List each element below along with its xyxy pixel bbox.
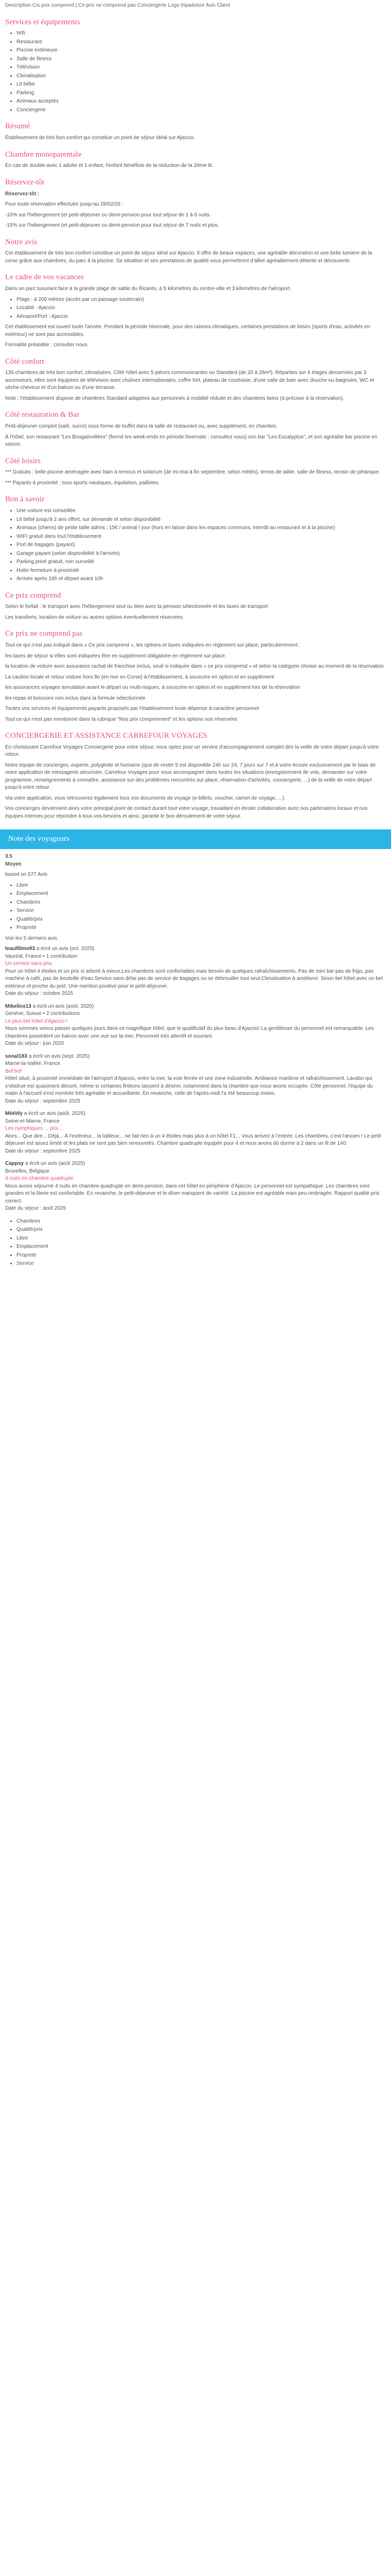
list-item: • Aéroport/Port : Ajaccio — [17, 313, 386, 321]
conciergerie-line: Via votre application, vous retrouverez également tous vos documents de voyage (e-billets, voucher, carnet de voyage, ...). — [5, 795, 286, 801]
review-author-line — [5, 1160, 386, 1168]
review-date-line: a écrit un avis (août. 2025) — [24, 1111, 86, 1116]
list-item: • WIFI gratuit dans tout l'établissement — [17, 533, 386, 541]
review-item — [5, 945, 386, 998]
restauration-text2: À l'hôtel, son restaurant "Les Bougainvillées" (fermé les week-ends en période hivernale : consultez nous) son bar "Les Eucalyptus", et son agréable bar piscine en saison. — [5, 434, 378, 447]
filter-item: • Chambres — [17, 1218, 386, 1226]
review-place: Marne-la-Vallée, France — [5, 1061, 60, 1066]
page — [0, 0, 391, 1268]
avis-voyageurs-band: Note des voyageurs — [0, 829, 391, 849]
filter-item: • Libre — [17, 882, 386, 890]
review-author: leaulfilmo93 — [5, 946, 35, 952]
review-item — [5, 1053, 386, 1106]
list-item: • Animaux acceptés — [17, 98, 386, 106]
review-author: sonal183 — [5, 1053, 27, 1059]
filter-item: • Libre — [17, 1235, 386, 1243]
conciergerie-line: Vos concierges deviennent alors votre principal point de contact durant tout votre voyage, travaillant en étroite collaboration avec nos partenaires locaux et nos équipes internes pour répondre à tous vos besoins et ainsi, garantir le bon déroulement de votre séjour. — [5, 806, 368, 819]
review-author: Mikelinx13 — [5, 1003, 31, 1009]
review-author-line — [5, 1110, 386, 1118]
prixnecomprend-lines — [5, 642, 386, 723]
list-item: • Port de bagages (payant) — [17, 541, 386, 549]
prix-line: Tout ce qui n'est pas indiqué dans « Ce prix comprend », les options et taxes indiquées en règlement sur place, particulièrement : — [5, 642, 301, 648]
reservez-line: Pour toute réservation effectuée jusqu'au 28/02/26 : — [5, 201, 124, 207]
list-item: • Piscine extérieure — [17, 47, 386, 55]
bonasavoir-title: Bon à savoir — [5, 495, 44, 504]
list-item: • Garage payant (selon disponibilité à l'arrivée) — [17, 550, 386, 558]
filter-item: • Propreté — [17, 1252, 386, 1260]
conciergerie-title: CONCIERGERIE ET ASSISTANCE CARREFOUR VOYAGES — [5, 732, 207, 740]
vacances-note: Formalité préalable : consulter nous. — [5, 342, 89, 348]
resume-text: Établissement de très bon confort qui constitue un point de séjour idéal sur Ajaccio. — [5, 135, 195, 141]
avis-score: 3.5 Moyen — [5, 854, 22, 867]
review-title: Un service sans prix. — [5, 961, 53, 967]
resume-title: Résumé — [5, 122, 30, 131]
review-item — [5, 1110, 386, 1155]
reservez-line: -10% sur l'hébergement (et petit-déjeuner ou demi-pension pour tout séjour de 1 à 6 nuits. — [5, 212, 211, 218]
review-text: Nous avons séjourné 4 nuits en chambre quadruple en demi-pension, dans cet hôtel en périphérie d'Ajaccio. Le personnel est sympathique. Les chambres sont grandes et la literie est confortable. En revanche, le petit-déjeuner et le dîner manquent de variété. La piscine est agréable mais peu ombragée. Rapport qualité-prix correct. — [5, 1183, 380, 1204]
list-item: • Plage : à 200 mètres (accès par un passage souterrain) — [17, 296, 386, 304]
review-date-line: a écrit un avis (oct. 2025) — [36, 946, 94, 952]
list-item: • Localité : Ajaccio — [17, 304, 386, 312]
review-text: Pour un hôtel 4 étoiles et un prix si arboré à mieux.Les chambres sont confortables mais besoin de quelques rafraîchissements. Pas de mini bar pas de frigo, pas machine à café, pas de bouteille d'eau.Service sans délai pas de service de bagages ou se débrouiller tout seul.Climatisation à améliorer. Sinon bel hôtel avec un bel extérieur et proche du port. Une mention positive pour le petit-déjeuner. — [5, 968, 383, 989]
prix-line: les assurances voyages annulation avant le départ ou multi-risques, à souscrire en option et en supplément lors de la réservation — [5, 685, 300, 690]
list-item: • Lit bébé jusqu'à 2 ans offert, sur demande et selon disponibilité — [17, 516, 386, 524]
avis-title: Notre avis — [5, 238, 38, 246]
filter-item: • Qualité/prix — [17, 1226, 386, 1234]
review-title: Les nymphiques ... prix... — [5, 1126, 63, 1131]
avis-filters — [5, 882, 386, 932]
review-item — [5, 1160, 386, 1213]
review-place: Vauréal, France • 1 contribution — [5, 953, 77, 959]
chambre-title: Chambre monoparentale — [5, 150, 82, 159]
vacances-title: Le cadre de vos vacances — [5, 273, 84, 282]
loisirs-text: *** Gratuits : belle piscine aménagée avec bain à remous et solarium (de mi-mai à fin septembre, selon météo), tennis de table, salle de fitness, terrain de pétanque. — [5, 469, 381, 476]
list-item: • Restaurant — [17, 39, 386, 46]
list-item: • Hotte fermeture à proximité — [17, 567, 386, 575]
loisirs-title: Côté loisirs — [5, 456, 41, 465]
reservez-title: Réservez-tôt — [5, 178, 44, 187]
list-item: • Télévision — [17, 64, 386, 72]
filter-item: • Qualité/prix — [17, 916, 386, 924]
prix-line: Selon le forfait : le transport avec l'hébergement seul ou bien avec la pension sélectionnée et les taxes de transport — [5, 604, 268, 610]
review-stay-date: Date du séjour : septembre 2025 — [5, 1098, 80, 1104]
list-item: • Climatisation — [17, 73, 386, 80]
list-item: • Salle de fitness — [17, 56, 386, 63]
review-stay-date: Date du séjour : juin 2020 — [5, 1041, 64, 1046]
avis-based: based on 577 Avis — [5, 872, 47, 877]
prix-line: la location de voiture avec assurance rachat de franchise inclus, seuil si indiquée dans « ce prix comprend » et selon la catégorie choisie au moment de la réservation — [5, 664, 384, 669]
prix-line: Toutes vos services et équipements payants proposés par l'établissement toute dépense à caractère personnel — [5, 706, 259, 711]
avis-bottom-list — [5, 1218, 386, 1268]
review-title: Bof bof — [5, 1068, 22, 1074]
review-author-line — [5, 945, 386, 953]
review-place: Bruxelles, Belgique — [5, 1168, 50, 1174]
filter-item: • Emplacement — [17, 1243, 386, 1251]
review-place: Seine-et-Marne, France — [5, 1118, 60, 1124]
chambre-text: En cas de double avec 1 adulte et 1 enfant, l'enfant bénéficie de la réduction de la 2ème lit. — [5, 163, 214, 169]
list-item: • Parking — [17, 90, 386, 97]
prixcomprend-title: Ce prix comprend — [5, 591, 61, 600]
avis-text: Cet établissement de très bon confort constitue un point de séjour idéal sur Ajaccio. Il offre de beaux espaces, une agréable décoration et une belle lumière de la corse grâce aux chambres, du parc à la piscine. Sa situation et ses prestations de qualité vous permettront d'allier agréablement détente et découverte. — [5, 250, 372, 264]
page-header-desc: Description Cis prix comprend | Ce prix ne comprend pas Conciergerie Logo tripadvisor Avis Client — [5, 3, 230, 8]
review-stay-date: Date du séjour : septembre 2025 — [5, 1148, 80, 1154]
confort-text: 136 chambres de très bon confort, climatisées. Côté hôtel avec 5 pièces communicantes ou Standard (de 20 à 28m²). Réparties sur 4 étages desservies par 3 ascenseurs, elles sont équipées de télévision avec chaînes internationales, coffre fort, plateau de courtoisie, d'une salle de bain avec douche ou baignoire, WC et sèche-cheveux et d'un balcon ou d'une terrasse. — [5, 370, 374, 391]
review-item — [5, 1003, 386, 1048]
list-item: • Arrivée après 16h et départ avant 10h — [17, 575, 386, 583]
filter-item: • Chambres — [17, 899, 386, 907]
prix-line: les repas et boissons non inclus dans la formule sélectionnée — [5, 695, 145, 701]
list-item: • Lit bébé — [17, 81, 386, 89]
restauration-title: Côté restauration & Bar — [5, 411, 79, 419]
review-author: Mééïdy — [5, 1111, 23, 1116]
review-stay-date: Date du séjour : octobre 2025 — [5, 991, 73, 996]
reservez-line: -15% sur l'hébergement (et petit-déjeuner ou demi-pension pour tout séjour de 7 nuits et plus. — [5, 223, 219, 228]
review-text: Hôtel situé, à proximité immédiate de l'aéroport d'Ajaccio, entre la mer, la voie ferrée et une zone industrielle. Ambiance maritime et rafraîchissement. Lavabo qui s'obstrue est quasiment décoré, même si certaines finitions laissent à désirer, notamment dans la chambre que nous avons occupée. Côté personnel, l'équipe du matin à l'accueil s'est montrée très agréable et accueillante. En revanche, celle de l'après-midi l'a été beaucoup moins. — [5, 1076, 373, 1096]
conciergerie-line: Notre équipe de concierges, experte, polyglotte et humaine (que de rester 5 est disponible 24h sur 24, 7 jours sur 7 et à votre écoute exclusivement par le biais de notre application de messagerie sécurisée, Carrefour Voyages pour vous accompagner dans toutes les situations (enregistrement de vols, demander sur votre programme, renseignements à connaître, assistance sur des problèmes rencontrés sur place, réservation d'activités, conciergerie, ...) de la veille de votre départ jusqu'à votre retour. — [5, 762, 376, 791]
review-author-line — [5, 1003, 386, 1011]
reservez-lines — [5, 201, 386, 230]
avis-count[interactable]: Voir les 5 derniers avis. — [5, 935, 59, 941]
vacances-intro: Dans un parc luxuriant face à la grande plage de sable du Ricanto, à 5 kilomètres du centre-ville et 3 kilomètres de l'aéroport. — [5, 286, 291, 292]
list-item: • Animaux (chiens) de petite taille admis : 15€ / animal / jour (hors en laisse dans les espaces communs, interdit au restaurant et à la piscine) — [17, 524, 386, 532]
prixcomprend-lines — [5, 603, 386, 621]
filter-item: • Emplacement — [17, 890, 386, 898]
list-item: • Wifi — [17, 30, 386, 38]
review-title: Le plus bel hôtel d'Ajaccio ! — [5, 1018, 68, 1024]
review-author-line — [5, 1053, 386, 1061]
review-title: 4 nuits en chambre quadruple — [5, 1176, 74, 1181]
filter-item: • Propreté — [17, 924, 386, 932]
vacances-list — [5, 296, 386, 321]
review-stay-date: Date du séjour : août 2025 — [5, 1206, 66, 1211]
restauration-text: Petit-déjeuner complet (salé, sucré) sous forme de buffet dans la salle de restaurant ou, avec supplément, en chambre. — [5, 423, 278, 429]
review-place: Genève, Suisse • 2 contributions — [5, 1011, 80, 1016]
prix-line: Les transferts, location de voiture ou autres options éventuellement réservées. — [5, 614, 184, 620]
services-title: Services et équipements — [5, 18, 80, 26]
review-text: Alors... Que dire... Déjà... À l'extérieur... la tableux... ne fait rien à un 4 étoiles mais plus à un hôtel F1... Vous arrivez à l'entrée. Les chambres, c'est l'ancien ! Le petit déjeuner est assez limité et les plats ne sont pas bien renouvelés. Chambre quadruple équipée pour 4 et nous avons dû dormir à 2 dans un lit de 140. — [5, 1133, 381, 1146]
confort-note: Note : l'établissement dispose de chambres Standard adaptées aux personnes à mobilité réduite et des chambres twins (à préciser à la réservation). — [5, 395, 345, 401]
bonasavoir-list — [5, 507, 386, 583]
filter-item: • Service — [17, 1260, 386, 1268]
conciergerie-lines — [5, 744, 386, 821]
prixnecomprend-title: Ce prix ne comprend pas — [5, 630, 83, 638]
review-date-line: a écrit un avis (août 2025) — [25, 1161, 85, 1166]
list-item: • Parking privé gratuit, non surveillé — [17, 558, 386, 566]
vacances-extra: Cet établissement est ouvert toute l'année. Pendant la période hivernale, pour des raisons climatiques, certaines prestations de loisirs (sports d'eau, activités en extérieur) ne sont pas accessibles. — [5, 324, 370, 337]
list-item: • Une voiture est conseillée — [17, 507, 386, 515]
review-date-line: a écrit un avis (août. 2020) — [32, 1003, 94, 1009]
review-author: Cappsy — [5, 1161, 24, 1166]
reviews-list — [5, 945, 386, 1213]
prix-line: les taxes de séjour si elles sont indiquées être en supplément obligatoire en règlement sur place. — [5, 653, 226, 659]
review-text: Nous sommes venus passer quelques jours dans ce magnifique hôtel, que le qualificatif du plus beau d'Ajaccio! La gentillesse du personnel est remarquable. Les chambres possèdent un balcon avec une vue sur la mer. Personnel très attentif et souriant. — [5, 1026, 374, 1039]
prix-line: La caution locale et retour voiture hors île (en rive en Corse) à l'établissement, à souscrire en option et en supplément — [5, 674, 274, 680]
reservez-label: Réservez-tôt : — [5, 191, 40, 197]
loisirs-text2: *** Payants à proximité : tous sports nautiques, équitation, paillotes. — [5, 480, 160, 486]
prix-line: Tout ce qui n'est pas mentionné dans la rubrique "Nos prix comprennent" et les options non réservées — [5, 716, 238, 722]
review-date-line: a écrit un avis (sept. 2025) — [28, 1053, 90, 1059]
conciergerie-line: En choisissant Carrefour Voyages Conciergerie pour votre séjour, vous optez pour un service d'accompagnement complet dès la veille de votre départ jusqu'à votre retour. — [5, 744, 379, 758]
confort-title: Côté confort — [5, 357, 44, 366]
list-item: • Conciergerie — [17, 107, 386, 114]
services-list — [5, 30, 386, 114]
filter-item: • Service — [17, 907, 386, 915]
